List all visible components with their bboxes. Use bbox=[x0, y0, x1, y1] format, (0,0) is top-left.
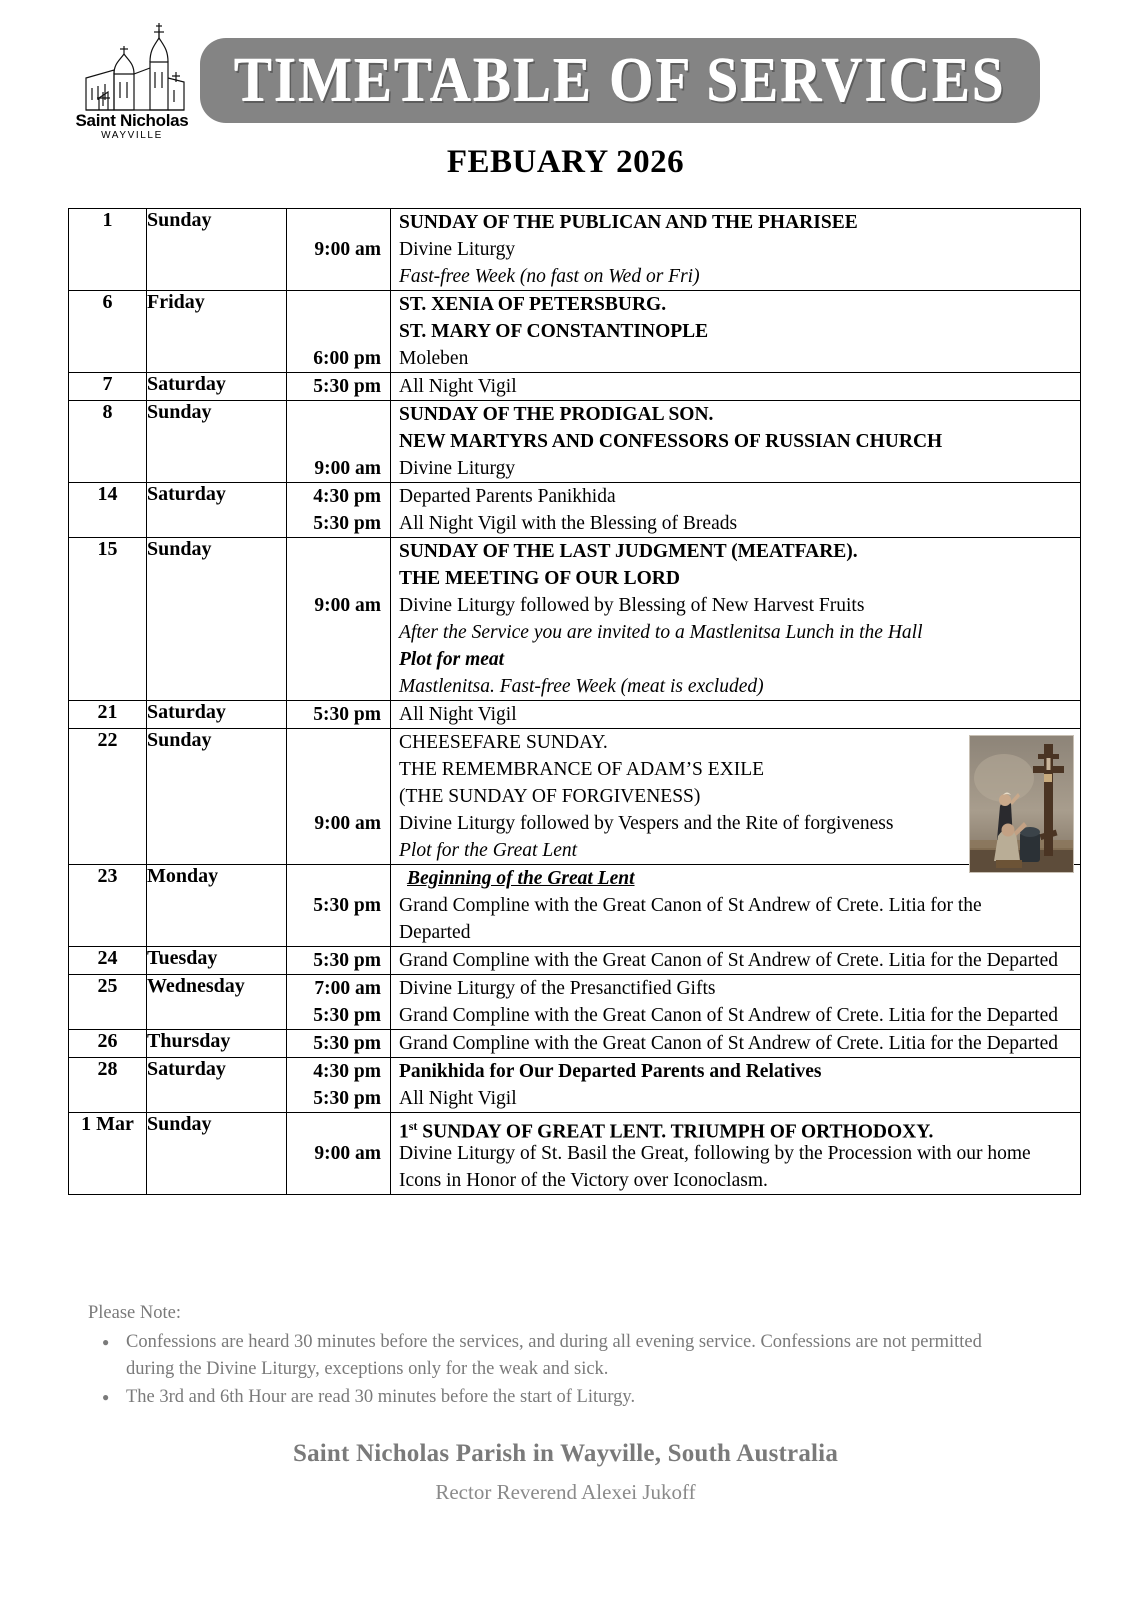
service-time: 4:30 pm bbox=[313, 486, 381, 507]
service-detail: Moleben bbox=[399, 348, 469, 369]
note-item: ● The 3rd and 6th Hour are read 30 minutes before the start of Liturgy. bbox=[126, 1384, 1028, 1411]
table-row bbox=[69, 483, 1081, 538]
table-row bbox=[69, 865, 1081, 947]
service-detail: SUNDAY OF THE PRODIGAL SON. bbox=[399, 404, 714, 425]
cell-details bbox=[391, 729, 1081, 865]
service-detail: All Night Vigil bbox=[399, 376, 517, 397]
cell-time bbox=[287, 538, 391, 701]
service-detail: Icons in Honor of the Victory over Iconoclasm. bbox=[399, 1170, 768, 1191]
page-header bbox=[0, 0, 1131, 140]
cell-time bbox=[287, 947, 391, 975]
cell-date: 21 bbox=[69, 701, 147, 729]
service-time: 5:30 pm bbox=[313, 704, 381, 725]
service-detail: Divine Liturgy bbox=[399, 239, 516, 260]
service-detail: THE MEETING OF OUR LORD bbox=[399, 568, 680, 589]
parish-logo bbox=[72, 18, 192, 142]
service-detail: Divine Liturgy bbox=[399, 458, 516, 479]
cell-details bbox=[391, 483, 1081, 538]
cell-time bbox=[287, 1030, 391, 1058]
table-row bbox=[69, 401, 1081, 483]
cell-day: Sunday bbox=[147, 209, 287, 291]
service-time bbox=[287, 263, 390, 290]
service-time: 9:00 am bbox=[314, 458, 381, 479]
note-item: ● Confessions are heard 30 minutes before the services, and during all evening service. Confessions are not permitted during the Divine Liturgy, exceptions only for the weak and sick. bbox=[126, 1329, 1028, 1383]
service-time bbox=[287, 729, 390, 756]
notes-list bbox=[88, 1329, 1028, 1411]
service-time bbox=[287, 1167, 390, 1194]
service-time bbox=[287, 209, 390, 236]
service-detail: Plot for the Great Lent bbox=[399, 840, 578, 861]
cell-time bbox=[287, 209, 391, 291]
service-time: 4:30 pm bbox=[313, 1061, 381, 1082]
cell-day: Tuesday bbox=[147, 947, 287, 975]
table-row bbox=[69, 729, 1081, 865]
cell-date: 1 bbox=[69, 209, 147, 291]
service-detail: 1st SUNDAY OF GREAT LENT. TRIUMPH OF ORTHODOXY. bbox=[399, 1119, 934, 1143]
orthodox-church-icon bbox=[72, 18, 192, 114]
service-time bbox=[287, 646, 390, 673]
cell-time bbox=[287, 975, 391, 1030]
service-detail: Divine Liturgy of the Presanctified Gifts bbox=[399, 978, 716, 999]
crucifixion-icon-image bbox=[969, 735, 1074, 873]
service-time bbox=[287, 565, 390, 592]
service-detail: CHEESEFARE SUNDAY. bbox=[399, 732, 608, 753]
service-detail: Grand Compline with the Great Canon of St Andrew of Crete. Litia for the Departed bbox=[399, 950, 1059, 971]
service-detail: SUNDAY OF THE PUBLICAN AND THE PHARISEE bbox=[399, 212, 858, 233]
service-time bbox=[287, 865, 390, 892]
service-time: 5:30 pm bbox=[313, 376, 381, 397]
cell-time bbox=[287, 1113, 391, 1195]
service-time: 6:00 pm bbox=[313, 348, 381, 369]
cell-time bbox=[287, 729, 391, 865]
service-time bbox=[287, 428, 390, 455]
schedule-table-wrapper bbox=[68, 208, 1080, 1195]
service-time bbox=[287, 619, 390, 646]
service-detail: NEW MARTYRS AND CONFESSORS OF RUSSIAN CHURCH bbox=[399, 431, 943, 452]
service-detail: Fast-free Week (no fast on Wed or Fri) bbox=[399, 266, 700, 287]
cell-time bbox=[287, 291, 391, 373]
rector-line: Rector Reverend Alexei Jukoff bbox=[435, 1480, 696, 1504]
service-time: 5:30 pm bbox=[313, 950, 381, 971]
schedule-table bbox=[68, 208, 1081, 1195]
cell-day: Friday bbox=[147, 291, 287, 373]
cell-details bbox=[391, 209, 1081, 291]
table-row bbox=[69, 209, 1081, 291]
cell-day: Saturday bbox=[147, 1058, 287, 1113]
cell-details bbox=[391, 538, 1081, 701]
service-time bbox=[287, 837, 390, 864]
cell-day: Sunday bbox=[147, 401, 287, 483]
month-heading: FEBUARY 2026 bbox=[446, 144, 685, 180]
service-time bbox=[287, 1113, 390, 1140]
table-row bbox=[69, 538, 1081, 701]
table-row bbox=[69, 701, 1081, 729]
service-detail: ST. XENIA OF PETERSBURG. bbox=[399, 294, 667, 315]
service-detail: Grand Compline with the Great Canon of St Andrew of Crete. Litia for the bbox=[399, 895, 982, 916]
service-detail: Divine Liturgy followed by Blessing of New Harvest Fruits bbox=[399, 595, 865, 616]
service-detail: (THE SUNDAY OF FORGIVENESS) bbox=[399, 786, 701, 807]
service-detail: Departed Parents Panikhida bbox=[399, 486, 616, 507]
cell-details bbox=[391, 947, 1081, 975]
cell-day: Saturday bbox=[147, 483, 287, 538]
cell-details bbox=[391, 373, 1081, 401]
service-detail: Divine Liturgy of St. Basil the Great, following by the Procession with our home bbox=[399, 1143, 1031, 1164]
cell-details bbox=[391, 1113, 1081, 1195]
service-time: 9:00 am bbox=[314, 1143, 381, 1164]
table-row bbox=[69, 1113, 1081, 1195]
cell-details bbox=[391, 1058, 1081, 1113]
service-time: 9:00 am bbox=[314, 813, 381, 834]
cell-details bbox=[391, 401, 1081, 483]
cell-date: 7 bbox=[69, 373, 147, 401]
cell-details bbox=[391, 865, 1081, 947]
table-row bbox=[69, 373, 1081, 401]
service-detail: All Night Vigil bbox=[399, 1088, 517, 1109]
cell-date: 14 bbox=[69, 483, 147, 538]
service-time bbox=[287, 318, 390, 345]
cell-time bbox=[287, 483, 391, 538]
cell-date: 23 bbox=[69, 865, 147, 947]
service-detail: Mastlenitsa. Fast-free Week (meat is excluded) bbox=[399, 676, 764, 697]
page-title: TIMETABLE OF SERVICES bbox=[234, 45, 1006, 116]
service-time: 9:00 am bbox=[314, 239, 381, 260]
service-detail: Beginning of the Great Lent bbox=[407, 868, 635, 889]
service-detail: All Night Vigil bbox=[399, 704, 517, 725]
service-detail: ST. MARY OF CONSTANTINOPLE bbox=[399, 321, 709, 342]
title-banner bbox=[200, 38, 1040, 123]
table-row bbox=[69, 1058, 1081, 1113]
cell-time bbox=[287, 865, 391, 947]
service-detail: Grand Compline with the Great Canon of St Andrew of Crete. Litia for the Departed bbox=[399, 1033, 1059, 1054]
cell-date: 22 bbox=[69, 729, 147, 865]
service-time: 5:30 pm bbox=[313, 513, 381, 534]
service-time: 5:30 pm bbox=[313, 895, 381, 916]
logo-name: Saint Nicholas bbox=[75, 111, 189, 130]
service-detail: Panikhida for Our Departed Parents and Relatives bbox=[399, 1061, 822, 1082]
cell-day: Sunday bbox=[147, 538, 287, 701]
cell-day: Saturday bbox=[147, 373, 287, 401]
cell-date: 1 Mar bbox=[69, 1113, 147, 1195]
service-time bbox=[287, 673, 390, 700]
service-detail: Grand Compline with the Great Canon of St Andrew of Crete. Litia for the Departed bbox=[399, 1005, 1059, 1026]
service-time: 5:30 pm bbox=[313, 1033, 381, 1054]
service-detail: Plot for meat bbox=[399, 649, 505, 670]
cell-date: 15 bbox=[69, 538, 147, 701]
cell-time bbox=[287, 1058, 391, 1113]
cell-day: Wednesday bbox=[147, 975, 287, 1030]
table-row bbox=[69, 947, 1081, 975]
cell-date: 24 bbox=[69, 947, 147, 975]
service-time bbox=[287, 756, 390, 783]
cell-day: Sunday bbox=[147, 729, 287, 865]
notes-heading: Please Note: bbox=[88, 1303, 181, 1323]
cell-day: Thursday bbox=[147, 1030, 287, 1058]
cell-day: Sunday bbox=[147, 1113, 287, 1195]
service-time bbox=[287, 919, 390, 946]
cell-details bbox=[391, 1030, 1081, 1058]
cell-time bbox=[287, 373, 391, 401]
service-detail: Divine Liturgy followed by Vespers and the Rite of forgiveness bbox=[399, 813, 894, 834]
cell-details bbox=[391, 701, 1081, 729]
service-time bbox=[287, 783, 390, 810]
cell-details bbox=[391, 975, 1081, 1030]
cell-date: 26 bbox=[69, 1030, 147, 1058]
service-detail: THE REMEMBRANCE OF ADAM’S EXILE bbox=[399, 759, 765, 780]
service-time bbox=[287, 538, 390, 565]
cell-time bbox=[287, 701, 391, 729]
service-time bbox=[287, 291, 390, 318]
cell-date: 8 bbox=[69, 401, 147, 483]
service-time bbox=[287, 401, 390, 428]
cell-day: Monday bbox=[147, 865, 287, 947]
service-detail: Departed bbox=[399, 922, 471, 943]
logo-subtitle: WAYVILLE bbox=[101, 130, 163, 141]
table-row bbox=[69, 291, 1081, 373]
service-detail: SUNDAY OF THE LAST JUDGMENT (MEATFARE). bbox=[399, 541, 858, 562]
table-row bbox=[69, 1030, 1081, 1058]
parish-line: Saint Nicholas Parish in Wayville, South Australia bbox=[292, 1440, 839, 1467]
cell-date: 6 bbox=[69, 291, 147, 373]
footer-notes bbox=[88, 1300, 1028, 1412]
cell-date: 28 bbox=[69, 1058, 147, 1113]
service-time: 7:00 am bbox=[314, 978, 381, 999]
cell-time bbox=[287, 401, 391, 483]
service-time: 5:30 pm bbox=[313, 1088, 381, 1109]
service-time: 5:30 pm bbox=[313, 1005, 381, 1026]
table-row bbox=[69, 975, 1081, 1030]
cell-details bbox=[391, 291, 1081, 373]
cell-date: 25 bbox=[69, 975, 147, 1030]
service-detail: After the Service you are invited to a Mastlenitsa Lunch in the Hall bbox=[399, 622, 923, 643]
cell-day: Saturday bbox=[147, 701, 287, 729]
service-time: 9:00 am bbox=[314, 595, 381, 616]
service-detail: All Night Vigil with the Blessing of Breads bbox=[399, 513, 738, 534]
